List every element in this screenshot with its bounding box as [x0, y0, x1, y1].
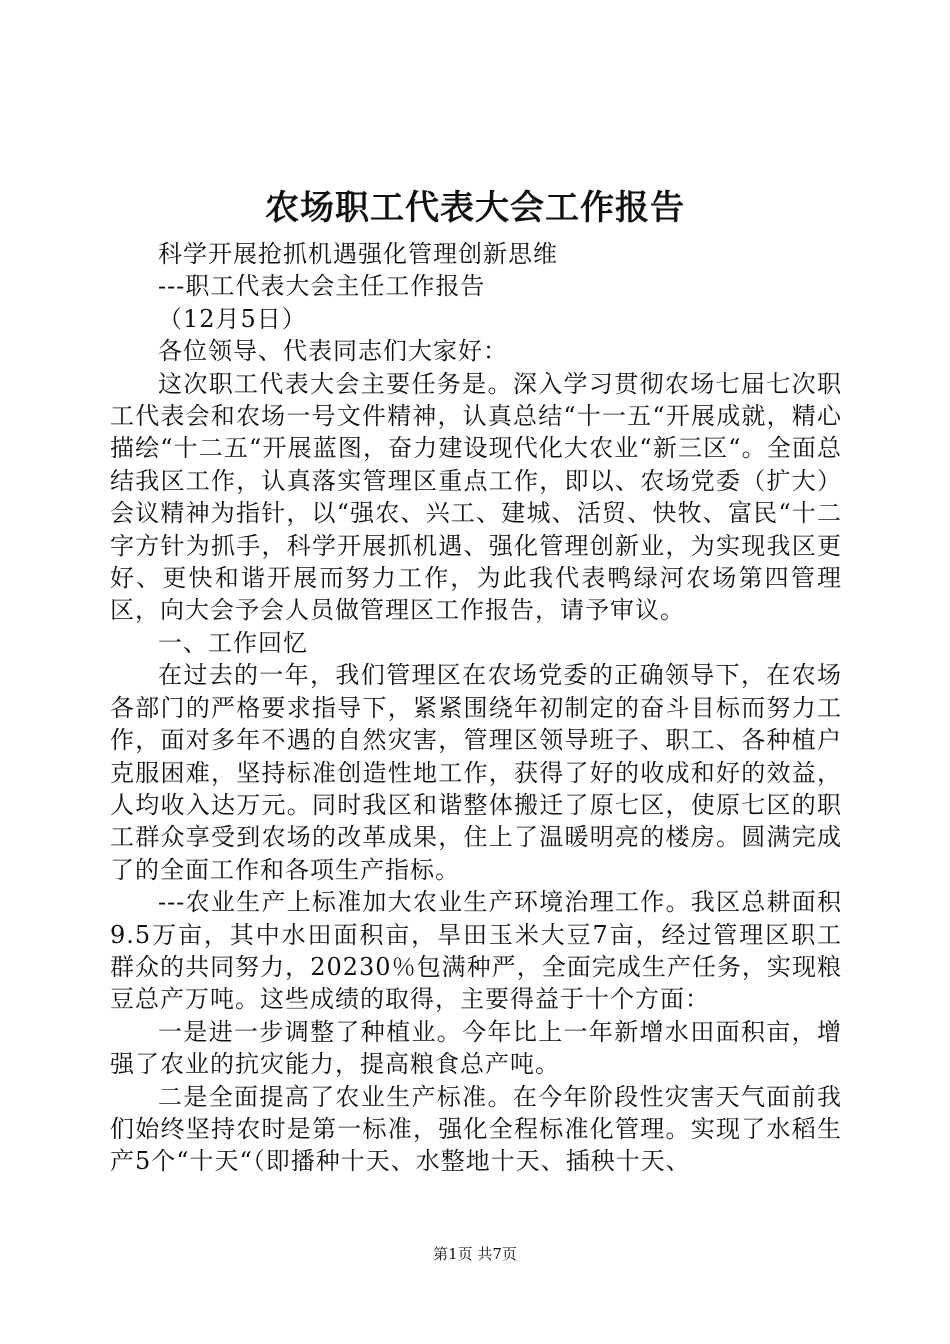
greeting: 各位领导、代表同志们大家好： [158, 337, 508, 366]
paragraph: 在过去的一年，我们管理区在农场党委的正确领导下，在农场各部门的严格要求指导下，紧紧围绕年初制定的奋斗目标而努力工作，面对多年不遇的自然灾害，管理区领导班子、职工、各种植户克服困难，坚持标准创造性地工作，获得了好的收成和好的效益，人均收入达万元。同时我区和谐整体搬迁了原七区，使原七区的职工群众享受到农场的改革成果，住上了温暖明亮的楼房。圆满完成了的全面工作和各项生产指标。 [110, 661, 842, 884]
report-subtitle: ---职工代表大会主任工作报告 [158, 272, 486, 301]
paragraph: 这次职工代表大会主要任务是。深入学习贯彻农场七届七次职工代表会和农场一号文件精神，认真总结“十一五“开展成就，精心描绘“十二五“开展蓝图，奋力建设现代化大农业“新三区“。全面总结我区工作，认真落实管理区重点工作，即以、农场党委（扩大）会议精神为指针，以“强农、兴工、建城、活贸、快牧、富民“十二字方针为抓手，科学开展抓机遇、强化管理创新业，为实现我区更好、更快和谐开展而努力工作，为此我代表鸭绿河农场第四管理区，向大会予会人员做管理区工作报告，请予审议。 [110, 369, 842, 625]
page-title: 农场职工代表大会工作报告 [265, 188, 685, 228]
paragraph: 一是进一步调整了种植业。今年比上一年新增水田面积亩，增强了农业的抗灾能力，提高粮食总产吨。 [110, 1017, 842, 1079]
paragraph: ---农业生产上标准加大农业生产环境治理工作。我区总耕面积9.5万亩，其中水田面积亩，旱田玉米大豆7亩，经过管理区职工群众的共同努力，20230％包满种严，全面完成生产任务，实现粮豆总产万吨。这些成绩的取得，主要得益于十个方面： [110, 888, 842, 1014]
report-date: （12月5日） [158, 304, 307, 333]
paragraph: 二是全面提高了农业生产标准。在今年阶段性灾害天气面前我们始终坚持农时是第一标准，强化全程标准化管理。实现了水稻生产5个“十天“（即播种十天、水整地十天、插秧十天、 [110, 1082, 842, 1176]
section-heading: 一、工作回忆 [158, 628, 308, 657]
subtitle-line: 科学开展抢抓机遇强化管理创新思维 [158, 240, 558, 268]
document-body [110, 238, 842, 1178]
page-footer: 第1页 共7页 [433, 1245, 517, 1263]
